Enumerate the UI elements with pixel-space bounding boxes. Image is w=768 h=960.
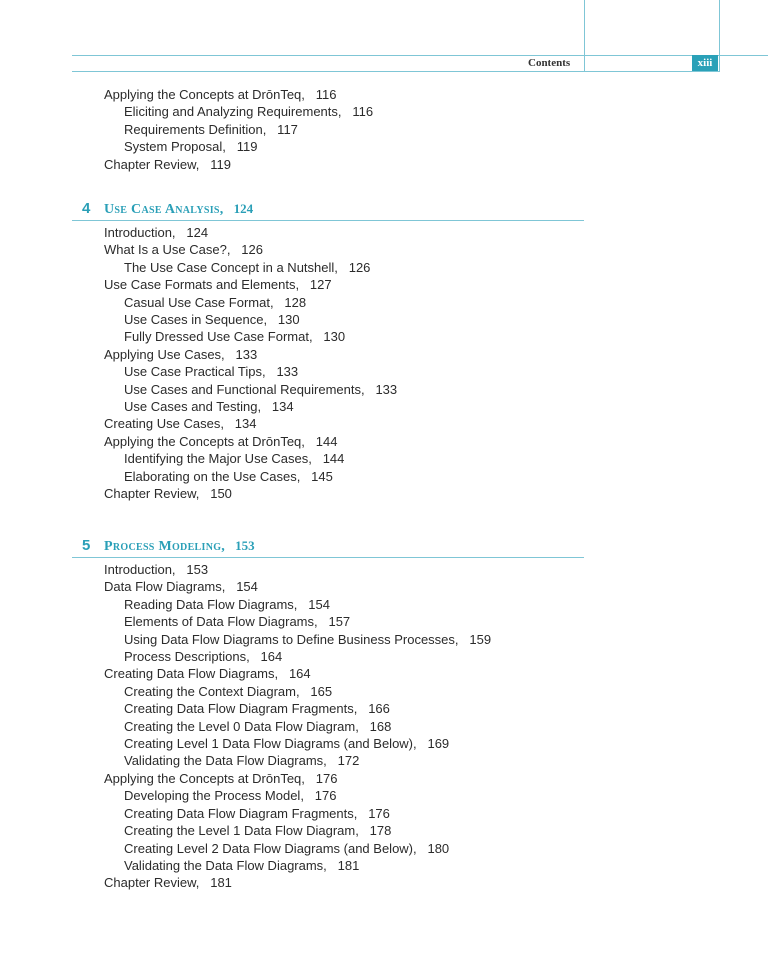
chapter-rule [72,220,584,221]
toc-entry[interactable]: Introduction, 124 [104,225,209,240]
toc-entry[interactable]: Applying the Concepts at DrōnTeq, 116 [104,87,337,102]
toc-entry[interactable]: Data Flow Diagrams, 154 [104,579,258,595]
toc-entry[interactable]: Eliciting and Analyzing Requirements, 116 [124,104,374,120]
toc-section-pre [104,86,373,173]
chapter-heading-4[interactable] [82,200,253,218]
toc-entry[interactable]: Using Data Flow Diagrams to Define Business Processes, 159 [124,631,492,647]
toc-entry[interactable]: Applying Use Cases, 133 [104,346,258,362]
toc-entry[interactable]: Fully Dressed Use Case Format, 130 [124,329,346,345]
toc-entry[interactable]: Creating Data Flow Diagram Fragments, 176 [124,805,390,821]
chapter-number: 5 [82,537,91,554]
header-divider-left [584,0,585,72]
chapter-title: Process Modeling, [104,539,226,554]
toc-section-chapter-4 [104,224,397,503]
toc-entry[interactable]: Use Cases in Sequence, 130 [124,312,300,328]
chapter-page: 124 [233,201,254,216]
toc-entry[interactable]: Creating the Level 0 Data Flow Diagram, 168 [124,718,392,734]
toc-entry[interactable]: The Use Case Concept in a Nutshell, 126 [124,259,371,275]
toc-entry[interactable]: Developing the Process Model, 176 [124,788,337,804]
header-divider-right [719,0,720,72]
toc-entry[interactable]: Casual Use Case Format, 128 [124,294,307,310]
chapter-rule [72,557,584,558]
chapter-number: 4 [82,200,91,217]
toc-entry[interactable]: Validating the Data Flow Diagrams, 181 [124,857,360,873]
toc-entry[interactable]: Identifying the Major Use Cases, 144 [124,451,345,467]
toc-entry[interactable]: Chapter Review, 181 [104,875,232,891]
toc-entry[interactable]: Use Cases and Functional Requirements, 133 [124,381,398,397]
toc-entry[interactable]: Introduction, 153 [104,562,209,577]
chapter-heading-5[interactable] [82,537,255,555]
toc-entry[interactable]: Creating Level 2 Data Flow Diagrams (and Below), 180 [124,840,450,856]
toc-entry[interactable]: Creating Data Flow Diagrams, 164 [104,666,311,682]
toc-entry[interactable]: Validating the Data Flow Diagrams, 172 [124,753,360,769]
toc-entry[interactable]: Use Case Practical Tips, 133 [124,364,299,380]
toc-entry[interactable]: Creating Data Flow Diagram Fragments, 166 [124,701,390,717]
toc-entry[interactable]: Use Cases and Testing, 134 [124,399,294,415]
chapter-title: Use Case Analysis, [104,202,224,217]
toc-entry[interactable]: Chapter Review, 119 [104,156,231,172]
toc-entry[interactable]: System Proposal, 119 [124,139,258,155]
running-head: Contents [528,57,571,69]
page-number: xiii [692,55,718,71]
toc-entry[interactable]: Creating the Level 1 Data Flow Diagram, 178 [124,823,392,839]
toc-entry[interactable]: What Is a Use Case?, 126 [104,242,263,258]
toc-entry[interactable]: Applying the Concepts at DrōnTeq, 176 [104,770,338,786]
toc-section-chapter-5 [104,561,491,892]
toc-entry[interactable]: Creating Level 1 Data Flow Diagrams (and Below), 169 [124,736,450,752]
toc-entry[interactable]: Process Descriptions, 164 [124,649,283,665]
toc-entry[interactable]: Chapter Review, 150 [104,486,232,502]
toc-entry[interactable]: Use Case Formats and Elements, 127 [104,277,332,293]
header-rule-bottom [72,71,720,72]
header-rule [72,55,768,56]
chapter-page: 153 [235,538,255,553]
toc-entry[interactable]: Reading Data Flow Diagrams, 154 [124,596,330,612]
toc-entry[interactable]: Creating the Context Diagram, 165 [124,683,333,699]
toc-entry[interactable]: Elaborating on the Use Cases, 145 [124,468,333,484]
toc-entry[interactable]: Elements of Data Flow Diagrams, 157 [124,614,351,630]
toc-entry[interactable]: Requirements Definition, 117 [124,121,298,137]
toc-entry[interactable]: Creating Use Cases, 134 [104,416,257,432]
toc-entry[interactable]: Applying the Concepts at DrōnTeq, 144 [104,433,338,449]
